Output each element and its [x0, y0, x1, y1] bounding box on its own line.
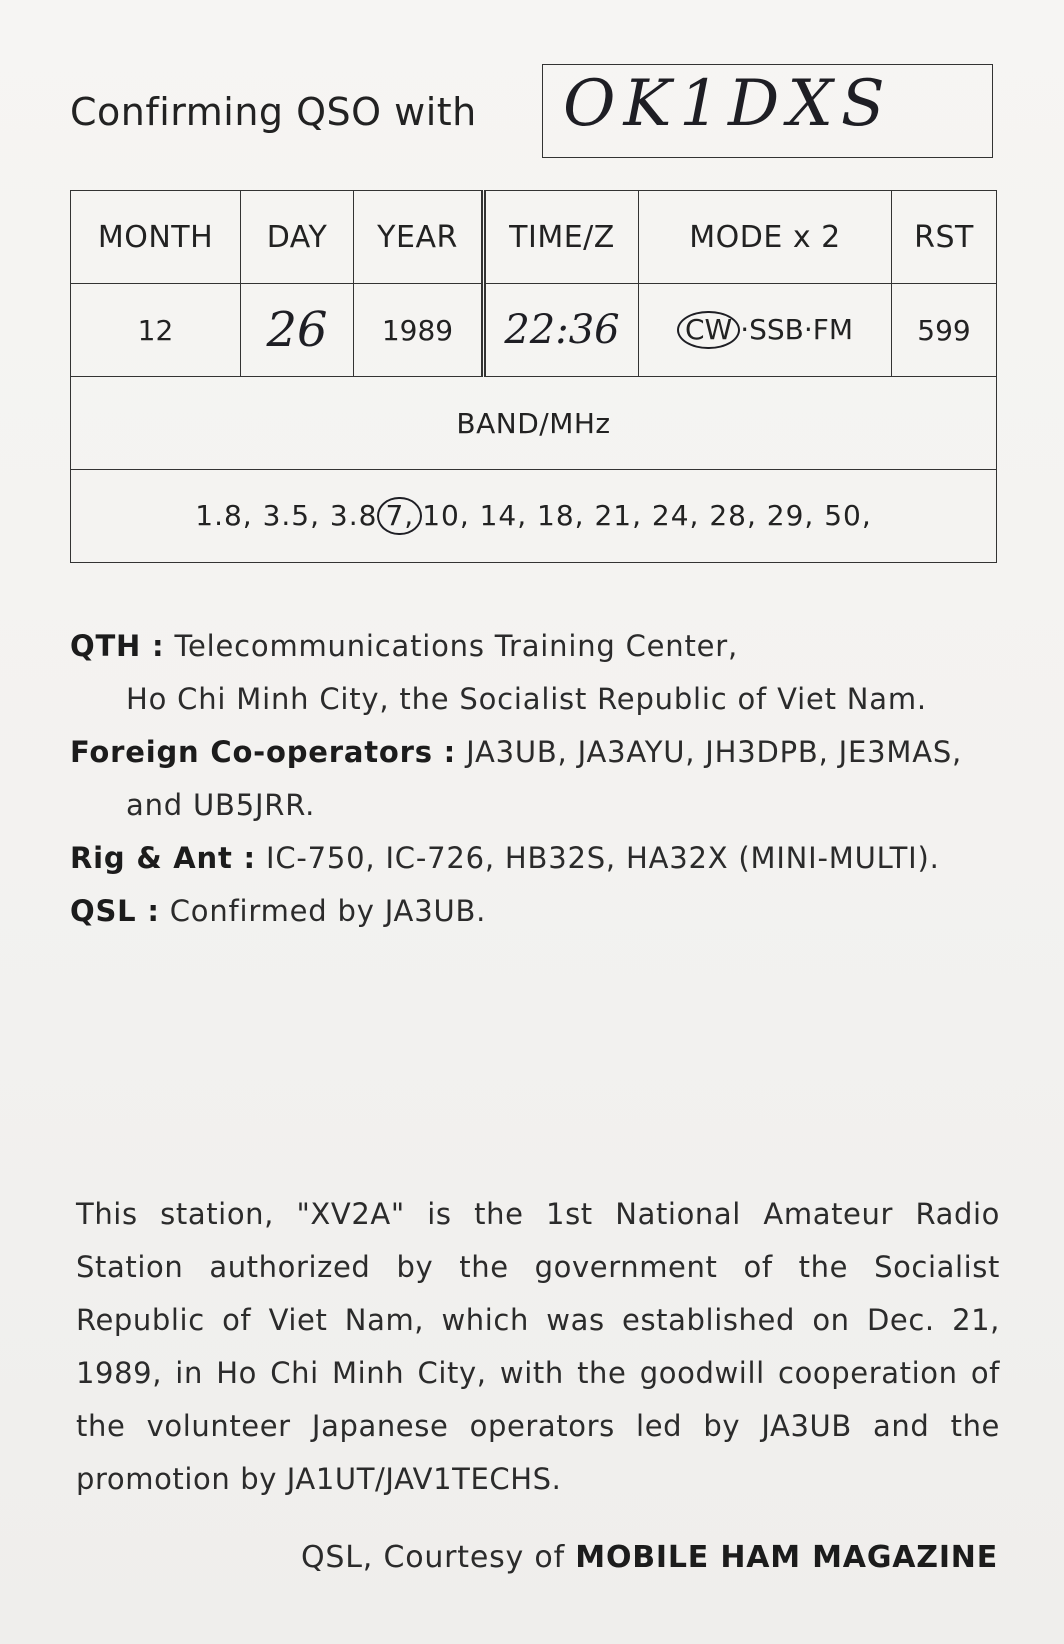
mode-selected-cw: CW	[677, 311, 740, 350]
qth-line1: Telecommunications Training Center,	[174, 629, 739, 663]
col-time: TIME/Z	[484, 191, 639, 284]
callsign-handwritten: OK1DXS	[563, 67, 893, 141]
station-paragraph: This station, "XV2A" is the 1st National Amateur Radio Station authorized by the government of the Socialist Republic of Viet Nam, which was established on Dec. 21, 1989, in Ho Chi Minh City, with the goodwill cooperation of the volunteer Japanese operators led by JA3UB and the promotion by JA1UT/JAV1TECHS.	[76, 1197, 1000, 1496]
band-selected: 7,	[377, 497, 422, 536]
day-handwritten: 26	[266, 302, 328, 358]
qth-line2: Ho Chi Minh City, the Socialist Republic of Viet Nam.	[126, 682, 927, 716]
time-handwritten: 22:36	[504, 307, 620, 353]
day-value	[241, 284, 354, 377]
rig-row	[70, 832, 1000, 885]
qso-value-row	[71, 284, 997, 377]
station-info	[70, 620, 1000, 938]
col-mode: MODE x 2	[639, 191, 892, 284]
band-before: 1.8, 3.5, 3.8	[195, 498, 378, 532]
qsl-value: Confirmed by JA3UB.	[169, 894, 487, 928]
confirm-label: Confirming QSO with	[70, 90, 477, 134]
band-after: 10, 14, 18, 21, 24, 28, 29, 50,	[422, 498, 872, 532]
magazine-name: MOBILE HAM MAGAZINE	[575, 1540, 998, 1575]
mode-other: ·SSB·FM	[740, 312, 854, 346]
band-header: BAND/MHz	[71, 377, 997, 470]
rst-value: 599	[892, 284, 997, 377]
mode-value	[639, 284, 892, 377]
col-month: MONTH	[71, 191, 241, 284]
rig-label: Rig & Ant :	[70, 841, 256, 875]
coop-line1: JA3UB, JA3AYU, JH3DPB, JE3MAS,	[466, 735, 963, 769]
courtesy-line	[301, 1540, 998, 1575]
month-value: 12	[71, 284, 241, 377]
courtesy-prefix: QSL, Courtesy of	[301, 1540, 565, 1575]
callsign-box	[542, 64, 993, 158]
year-value: 1989	[354, 284, 484, 377]
qth-row	[70, 620, 1000, 673]
col-year: YEAR	[354, 191, 484, 284]
band-header-row	[71, 377, 997, 470]
qsl-label: QSL :	[70, 894, 160, 928]
band-list	[71, 470, 997, 563]
coop-row	[70, 726, 1000, 779]
col-day: DAY	[241, 191, 354, 284]
time-value	[484, 284, 639, 377]
coop-label: Foreign Co-operators :	[70, 735, 457, 769]
qth-label: QTH :	[70, 629, 165, 663]
rig-value: IC-750, IC-726, HB32S, HA32X (MINI-MULTI).	[266, 841, 940, 875]
coop-line2: and UB5JRR.	[126, 788, 316, 822]
qsl-row	[70, 885, 1000, 938]
qso-table	[70, 190, 997, 563]
col-rst: RST	[892, 191, 997, 284]
band-list-row	[71, 470, 997, 563]
qso-header-row	[71, 191, 997, 284]
